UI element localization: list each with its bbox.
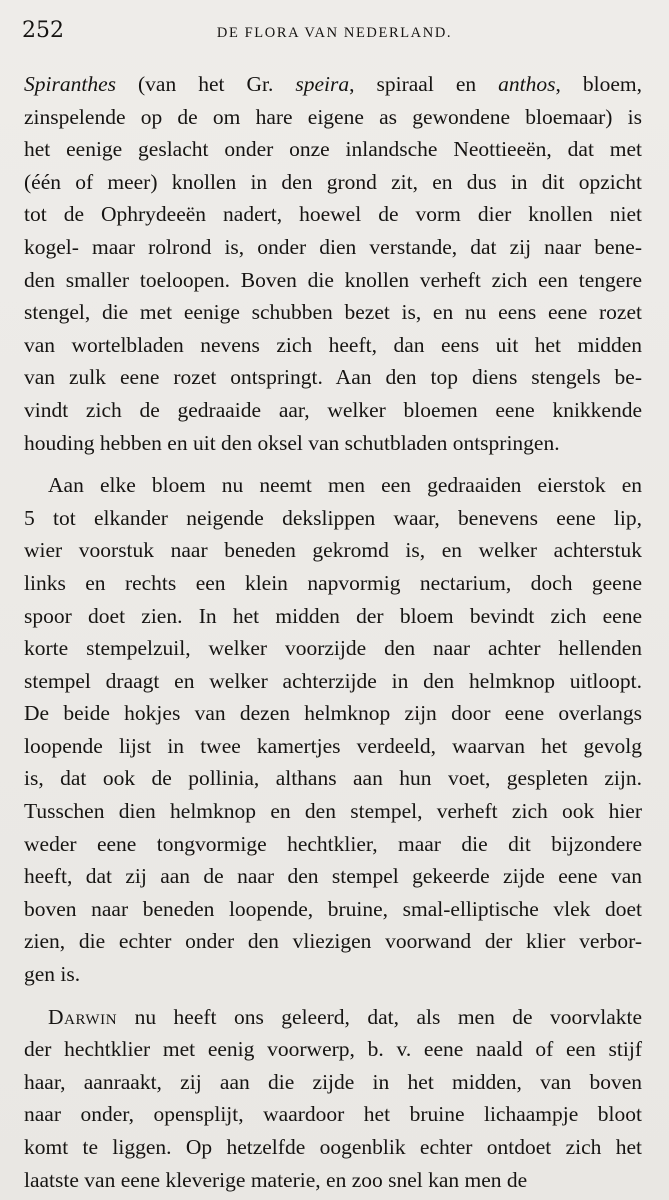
text-line	[24, 925, 642, 958]
text-segment: stengel, die met eenige schubben bezet is, en nu eens eene rozet	[24, 300, 642, 325]
text-line	[24, 101, 642, 134]
text-line	[24, 567, 642, 600]
text-line	[24, 697, 642, 730]
italic-term: Spiranthes	[24, 72, 116, 96]
text-line	[24, 795, 642, 828]
text-line	[24, 329, 642, 362]
text-line	[24, 860, 642, 893]
paragraph	[24, 469, 642, 991]
text-segment: Aan elke bloem nu neemt men een gedraaiden eierstok en	[48, 473, 642, 498]
text-line	[24, 958, 642, 991]
text-segment: links en rechts een klein napvormig nectarium, doch geene	[24, 570, 642, 595]
text-segment: den smaller toeloopen. Boven die knollen verheft zich een tengere	[24, 267, 642, 292]
text-line	[24, 502, 642, 535]
text-line	[24, 1131, 642, 1164]
text-segment: der hechtklier met eenig voorwerp, b. v. eene naald of een stijf	[24, 1037, 642, 1062]
running-head: DE FLORA VAN NEDERLAND.	[216, 25, 453, 41]
paragraph-gap	[24, 459, 642, 469]
text-segment: 5 tot elkander neigende dekslippen waar, benevens eene lip,	[24, 505, 642, 530]
text-line	[24, 1098, 642, 1131]
text-segment: houding hebben en uit den oksel van schutbladen ontspringen.	[24, 430, 560, 455]
text-segment: stempel draagt en welker achterzijde in den helmknop uitloopt.	[24, 668, 642, 693]
text-line	[24, 828, 642, 861]
text-line	[24, 893, 642, 926]
text-line	[24, 762, 642, 795]
text-line	[24, 231, 642, 264]
text-line	[24, 1001, 642, 1034]
text-segment: zinspelende op de om hare eigene as gewondene bloemaar) is	[24, 104, 642, 129]
text-line	[24, 361, 642, 394]
text-segment: zien, die echter onder den vliezigen voorwand der klier verbor-	[24, 929, 642, 954]
text-segment: korte stempelzuil, welker voorzijde den naar achter hellenden	[24, 636, 642, 661]
text-segment: spoor doet zien. In het midden der bloem bevindt zich eene	[24, 603, 642, 628]
text-line	[24, 534, 642, 567]
paragraph	[24, 1001, 642, 1197]
paragraph-gap	[24, 991, 642, 1001]
text-line	[24, 469, 642, 502]
text-segment: tot de Ophrydeeën nadert, hoewel de vorm dier knollen niet	[24, 202, 642, 227]
paragraph	[24, 68, 642, 459]
text-segment: gen is.	[24, 962, 81, 987]
text-segment: (één of meer) knollen in den grond zit, en dus in dit opzicht	[24, 169, 642, 194]
text-line	[24, 1033, 642, 1066]
text-segment: komt te liggen. Op hetzelfde oogenblik echter ontdoet zich het	[24, 1135, 642, 1159]
page-number: 252	[22, 18, 64, 43]
text-line	[24, 166, 642, 199]
text-segment: Tusschen dien helmknop en den stempel, verheft zich ook hier	[24, 799, 642, 824]
body-text	[24, 68, 642, 1196]
text-segment: weder eene tongvormige hechtklier, maar die dit bijzondere	[24, 831, 642, 856]
text-line	[24, 730, 642, 763]
italic-term: speira	[295, 72, 350, 96]
text-segment: is, dat ook de pollinia, althans aan hun voet, gespleten zijn.	[24, 766, 642, 791]
text-line	[24, 68, 642, 101]
text-line	[24, 1164, 642, 1197]
italic-term: anthos	[498, 72, 556, 96]
text-segment: heeft, dat zij aan de naar den stempel gekeerde zijde eene van	[24, 864, 642, 889]
text-segment: , bloem,	[555, 72, 642, 96]
text-segment: wier voorstuk naar beneden gekromd is, en welker achterstuk	[24, 538, 642, 563]
text-segment: loopende lijst in twee kamertjes verdeeld, waarvan het gevolg	[24, 733, 642, 758]
text-line	[24, 1066, 642, 1099]
text-segment: , spiraal en	[349, 72, 499, 96]
text-segment: kogel- maar rolrond is, onder dien verstande, dat zij naar bene-	[24, 234, 642, 259]
text-segment: (van het Gr.	[115, 72, 296, 96]
text-segment: De beide hokjes van dezen helmknop zijn door eene overlangs	[24, 701, 642, 726]
text-segment: laatste van eene kleverige materie, en zoo snel kan men de	[24, 1167, 528, 1192]
text-segment: haar, aanraakt, zij aan die zijde in het midden, van boven	[24, 1069, 642, 1094]
text-segment: het eenige geslacht onder onze inlandsche Neottieeën, dat met	[24, 137, 642, 162]
author-name: Darwin	[48, 1004, 118, 1029]
text-segment: van zulk eene rozet ontspringt. Aan den top diens stengels be-	[24, 365, 642, 390]
text-line	[24, 665, 642, 698]
text-segment: vindt zich de gedraaide aar, welker bloemen eene knikkende	[24, 397, 642, 422]
text-segment: nu heeft ons geleerd, dat, als men de voorvlakte	[117, 1004, 642, 1029]
text-line	[24, 296, 642, 329]
text-line	[24, 198, 642, 231]
text-line	[24, 394, 642, 427]
text-line	[24, 427, 642, 460]
text-line	[24, 632, 642, 665]
text-line	[24, 264, 642, 297]
text-segment: boven naar beneden loopende, bruine, smal-elliptische vlek doet	[24, 896, 642, 921]
text-line	[24, 133, 642, 166]
text-line	[24, 600, 642, 633]
text-segment: van wortelbladen nevens zich heeft, dan eens uit het midden	[24, 332, 642, 357]
page-header	[22, 18, 647, 52]
text-segment: naar onder, opensplijt, waardoor het bruine lichaampje bloot	[24, 1102, 642, 1127]
